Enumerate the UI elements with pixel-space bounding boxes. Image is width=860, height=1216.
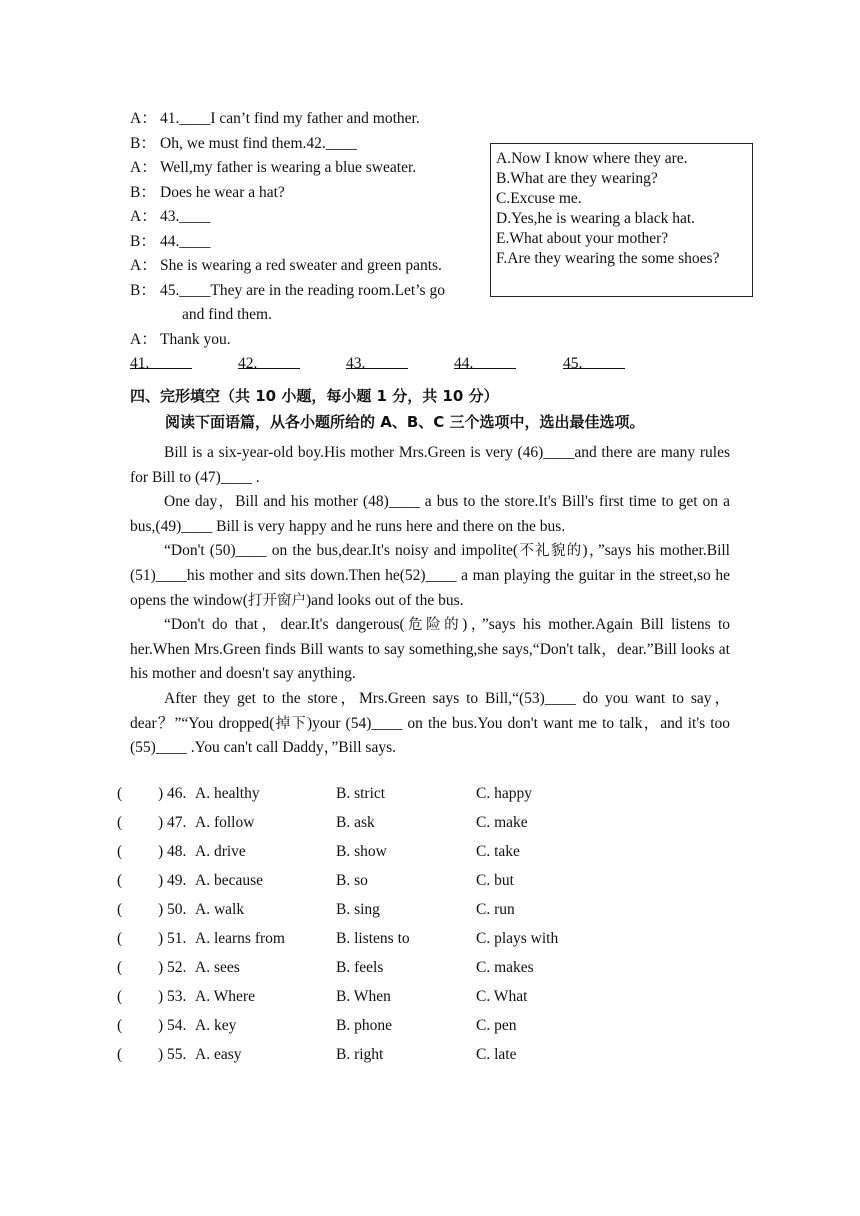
option-b: B. strict xyxy=(336,785,386,802)
question-row xyxy=(117,985,717,1014)
dialogue-text: 44.____ xyxy=(160,232,211,250)
question-number: ) 51. xyxy=(158,930,187,947)
option-b: B. so xyxy=(336,872,368,889)
question-row xyxy=(117,869,717,898)
option-c: C. make xyxy=(476,814,528,831)
answer-paren[interactable]: ( xyxy=(117,1017,123,1034)
question-row xyxy=(117,1043,717,1072)
passage-paragraph xyxy=(130,539,730,613)
chinese-gloss: 打开窗户 xyxy=(247,592,306,609)
passage xyxy=(130,441,730,761)
dialogue-line xyxy=(130,230,490,255)
dialogue-line xyxy=(130,181,490,206)
question-number: ) 54. xyxy=(158,1017,187,1034)
question-number: ) 52. xyxy=(158,959,187,976)
speaker-label: A： xyxy=(130,330,157,348)
question-row xyxy=(117,898,717,927)
dialogue xyxy=(130,107,490,352)
question-row xyxy=(117,1014,717,1043)
question-number: ) 49. xyxy=(158,872,187,889)
answer-line xyxy=(130,352,730,376)
option-item: F.Are they wearing the some shoes? xyxy=(496,250,720,267)
option-b: B. phone xyxy=(336,1017,392,1034)
option-c: C. happy xyxy=(476,785,532,802)
option-c: C. late xyxy=(476,1046,517,1063)
passage-text: )，”says his mother.Bill (51)____his mother and sits down.Then he(52)____ a man playing the guitar in the street,so he opens the window( xyxy=(130,542,730,609)
option-a: A. learns from xyxy=(195,930,285,947)
answer-number: 41. xyxy=(130,355,150,372)
answer-paren[interactable]: ( xyxy=(117,843,123,860)
speaker-label: A： xyxy=(130,257,157,274)
dialogue-text: and find them. xyxy=(182,306,272,323)
option-c: C. take xyxy=(476,843,520,860)
answer-number: 44. xyxy=(454,355,474,372)
option-item: E.What about your mother? xyxy=(496,230,669,247)
speaker-label: A： xyxy=(130,110,157,127)
question-row xyxy=(117,811,717,840)
option-a: A. easy xyxy=(195,1046,242,1063)
dialogue-text: 43.____ xyxy=(160,208,211,225)
question-row xyxy=(117,927,717,956)
option-b: B. right xyxy=(336,1046,384,1063)
option-b: B. feels xyxy=(336,959,384,976)
answer-paren[interactable]: ( xyxy=(117,1046,123,1063)
question-number: ) 47. xyxy=(158,814,187,831)
option-b: B. sing xyxy=(336,901,380,918)
passage-text: “Don't (50)____ on the bus,dear.It's noisy and impolite( xyxy=(164,542,519,560)
passage-text: “Don't do that，dear.It's dangerous( xyxy=(164,616,405,634)
passage-text: )and looks out of the bus. xyxy=(305,591,464,609)
answer-paren[interactable]: ( xyxy=(117,930,123,947)
question-list xyxy=(117,782,717,1072)
option-a: A. healthy xyxy=(195,785,260,802)
option-a: A. because xyxy=(195,872,263,889)
passage-text: After they get to the store，Mrs.Green says to Bill,“(53)____ do you want to say，dear？”“You dropped( xyxy=(130,689,730,732)
passage-paragraph: Bill is a six-year-old boy.His mother Mrs.Green is very (46)____and there are many rules for Bill to (47)____ . xyxy=(130,444,730,486)
dialogue-line xyxy=(130,328,490,353)
answer-underline xyxy=(346,352,408,369)
passage-text: )，”says his mother.Again Bill listens to her.When Mrs.Green finds Bill wants to say something,she says,“Don't talk，dear.”Bill looks at his mother and doesn't say anything. xyxy=(130,616,731,683)
passage-paragraph: One day，Bill and his mother (48)____ a bus to the store.It's Bill's first time to get on a bus,(49)____ Bill is very happy and he runs here and there on the bus. xyxy=(130,493,730,535)
section-instruction: 阅读下面语篇，从各小题所给的 A、B、C 三个选项中，选出最佳选项。 xyxy=(165,413,645,431)
option-item: B.What are they wearing? xyxy=(496,170,658,187)
dialogue-text: 45.____They are in the reading room.Let’s go xyxy=(160,281,445,299)
passage-paragraph xyxy=(130,687,730,761)
option-a: A. follow xyxy=(195,814,255,831)
dialogue-line xyxy=(130,156,490,181)
question-number: ) 50. xyxy=(158,901,187,918)
option-c: C. but xyxy=(476,872,514,889)
answer-underline xyxy=(454,352,516,369)
answer-number: 45. xyxy=(563,355,583,372)
answer-paren[interactable]: ( xyxy=(117,901,123,918)
answer-paren[interactable]: ( xyxy=(117,988,123,1005)
dialogue-line xyxy=(130,132,490,157)
answer-paren[interactable]: ( xyxy=(117,959,123,976)
answer-paren[interactable]: ( xyxy=(117,814,123,831)
section-title: 四、完形填空（共 10 小题，每小题 1 分，共 10 分） xyxy=(130,387,499,405)
answer-underline xyxy=(238,352,300,369)
dialogue-text: Well,my father is wearing a blue sweater. xyxy=(160,159,417,176)
dialogue-text: Does he wear a hat? xyxy=(160,183,285,201)
dialogue-line xyxy=(130,254,490,279)
question-number: ) 46. xyxy=(158,785,187,802)
speaker-label: B： xyxy=(130,232,156,250)
answer-paren[interactable]: ( xyxy=(117,785,123,802)
options-box xyxy=(490,143,753,297)
question-number: ) 55. xyxy=(158,1046,187,1063)
option-item: C.Excuse me. xyxy=(496,190,582,207)
option-c: C. plays with xyxy=(476,930,559,947)
dialogue-line xyxy=(130,205,490,230)
option-item: D.Yes,he is wearing a black hat. xyxy=(496,210,696,227)
dialogue-line xyxy=(130,107,490,132)
dialogue-line-continued xyxy=(130,303,490,328)
option-c: C. What xyxy=(476,988,528,1005)
option-b: B. show xyxy=(336,843,387,860)
question-row xyxy=(117,956,717,985)
dialogue-text: She is wearing a red sweater and green pants. xyxy=(160,257,442,274)
option-item: A.Now I know where they are. xyxy=(496,150,688,167)
chinese-gloss: 掉下 xyxy=(274,715,307,732)
answer-number: 42. xyxy=(238,355,258,372)
question-row xyxy=(117,782,717,811)
option-b: B. listens to xyxy=(336,930,410,947)
option-b: B. ask xyxy=(336,814,375,831)
option-c: C. makes xyxy=(476,959,534,976)
speaker-label: B： xyxy=(130,134,156,152)
question-number: ) 53. xyxy=(158,988,187,1005)
dialogue-line xyxy=(130,279,490,304)
option-a: A. Where xyxy=(195,988,255,1005)
question-row xyxy=(117,840,717,869)
option-b: B. When xyxy=(336,988,391,1005)
chinese-gloss: 危险的 xyxy=(404,617,463,634)
option-c: C. run xyxy=(476,901,515,918)
speaker-label: B： xyxy=(130,183,156,201)
answer-underline xyxy=(563,352,625,369)
passage-paragraph xyxy=(130,613,730,687)
answer-paren[interactable]: ( xyxy=(117,872,123,889)
answer-number: 43. xyxy=(346,355,366,372)
option-a: A. sees xyxy=(195,959,240,976)
question-number: ) 48. xyxy=(158,843,187,860)
option-a: A. key xyxy=(195,1017,237,1034)
dialogue-text: Oh, we must find them.42.____ xyxy=(160,134,357,152)
speaker-label: A： xyxy=(130,208,157,225)
chinese-gloss: 不礼貌的 xyxy=(518,543,583,560)
speaker-label: B： xyxy=(130,281,156,299)
option-a: A. walk xyxy=(195,901,245,918)
dialogue-text: 41.____I can’t find my father and mother. xyxy=(160,110,420,127)
passage-text: )your (54)____ on the bus.You don't want me to talk，and it's too (55)____ .You can't call Daddy，”Bill says. xyxy=(130,714,730,757)
option-c: C. pen xyxy=(476,1017,517,1034)
option-a: A. drive xyxy=(195,843,246,860)
answer-underline xyxy=(130,352,192,369)
dialogue-text: Thank you. xyxy=(160,330,231,348)
speaker-label: A： xyxy=(130,159,157,176)
